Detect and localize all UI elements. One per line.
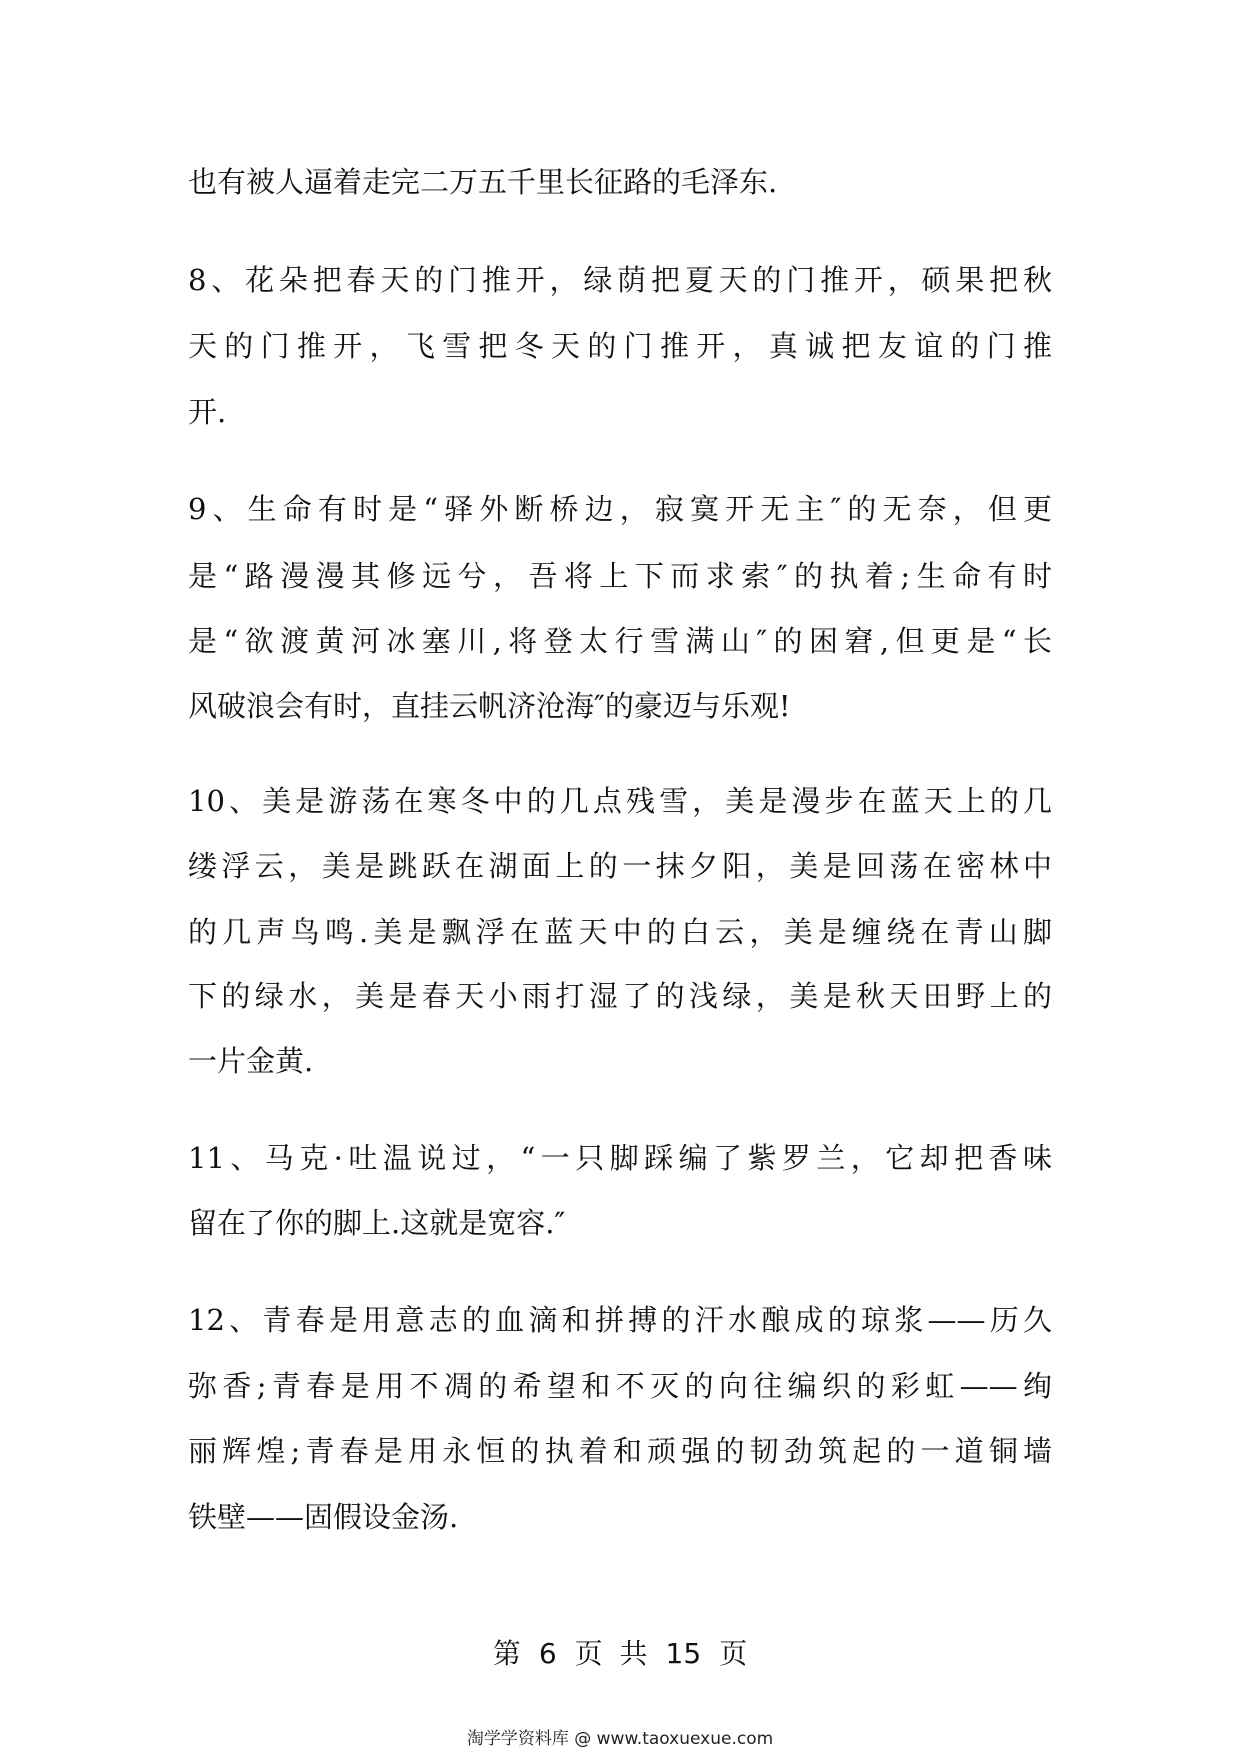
paragraph-9-line-3: 是“欲渡黄河冰塞川,将登太行雪满山″的困窘,但更是“长 xyxy=(188,624,1052,658)
paragraph-12-line-3: 丽辉煌;青春是用永恒的执着和顽强的韧劲筑起的一道铜墙 xyxy=(188,1434,1052,1468)
page-suffix: 页 xyxy=(719,1637,748,1670)
paragraph-10-line-1: 10、美是游荡在寒冬中的几点残雪，美是漫步在蓝天上的几 xyxy=(188,784,1052,818)
paragraph-9-line-4: 风破浪会有时，直挂云帆济沧海″的豪迈与乐观! xyxy=(188,689,791,723)
paragraph-10-line-3: 的几声鸟鸣.美是飘浮在蓝天中的白云，美是缠绕在青山脚 xyxy=(188,915,1052,949)
paragraph-10-line-4: 下的绿水，美是春天小雨打湿了的浅绿，美是秋天田野上的 xyxy=(188,979,1052,1013)
paragraph-8-line-3: 开. xyxy=(188,395,227,429)
paragraph-10-line-5: 一片金黄. xyxy=(188,1044,314,1078)
paragraph-9-line-1: 9、生命有时是“驿外断桥边，寂寞开无主″的无奈，但更 xyxy=(188,492,1052,526)
paragraph-12-line-1: 12、青春是用意志的血滴和拼搏的汗水酿成的琼浆——历久 xyxy=(188,1303,1052,1337)
paragraph-10-line-2: 缕浮云，美是跳跃在湖面上的一抹夕阳，美是回荡在密林中 xyxy=(188,849,1052,883)
page-number-footer xyxy=(0,1632,1240,1672)
paragraph-11-line-1: 11、马克·吐温说过，“一只脚踩编了紫罗兰，它却把香味 xyxy=(188,1141,1052,1175)
paragraph-continuation-line: 也有被人逼着走完二万五千里长征路的毛泽东. xyxy=(188,165,778,199)
site-watermark: 淘学学资料库 @ www.taoxuexue.com xyxy=(466,1729,774,1749)
page-mid-text: 页 共 xyxy=(574,1637,648,1670)
paragraph-8-line-2: 天的门推开，飞雪把冬天的门推开，真诚把友谊的门推 xyxy=(188,329,1052,363)
paragraph-12-line-4: 铁壁——固假设金汤. xyxy=(188,1500,459,1534)
current-page-number: 6 xyxy=(538,1637,557,1670)
paragraph-8-line-1: 8、花朵把春天的门推开，绿荫把夏天的门推开，硕果把秋 xyxy=(188,263,1052,297)
paragraph-11-line-2: 留在了你的脚上.这就是宽容.″ xyxy=(188,1206,566,1240)
total-page-count: 15 xyxy=(665,1637,702,1670)
paragraph-9-line-2: 是“路漫漫其修远兮，吾将上下而求索″的执着;生命有时 xyxy=(188,559,1052,593)
page-prefix: 第 xyxy=(492,1637,521,1670)
paragraph-12-line-2: 弥香;青春是用不凋的希望和不灭的向往编织的彩虹——绚 xyxy=(188,1369,1052,1403)
